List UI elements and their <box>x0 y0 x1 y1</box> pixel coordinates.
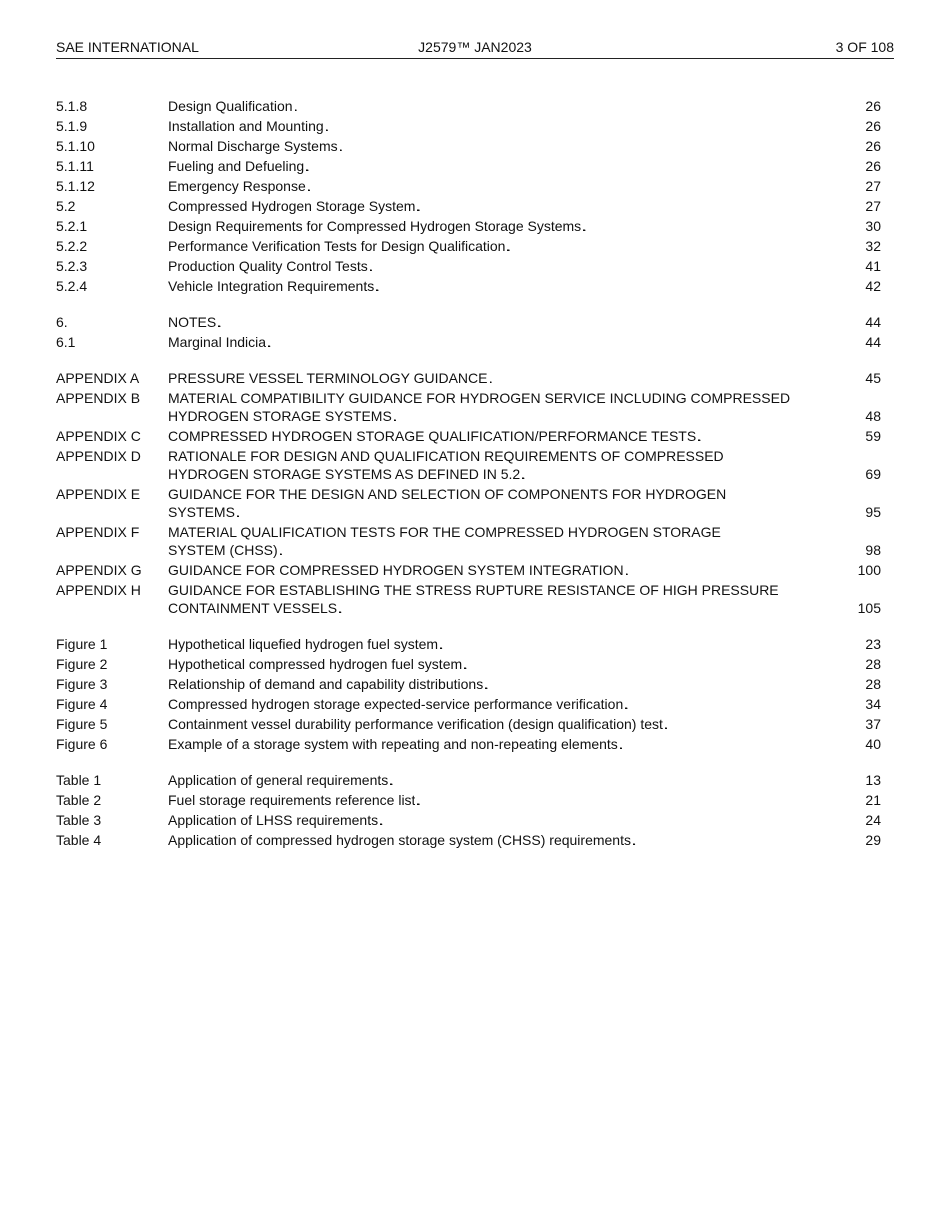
toc-entry-body <box>168 695 881 715</box>
toc-entry-title: Containment vessel durability performance verification (design qualification) test <box>168 716 663 732</box>
toc-entry[interactable] <box>56 389 881 427</box>
toc-entry-title: Vehicle Integration Requirements <box>168 278 375 294</box>
toc-entry-line <box>168 157 881 177</box>
toc-entry[interactable] <box>56 561 881 581</box>
toc-entry-title: HYDROGEN STORAGE SYSTEMS <box>168 408 392 424</box>
toc-entry-body <box>168 771 881 791</box>
toc-entry-line <box>168 771 881 791</box>
toc-entry-line <box>168 735 881 755</box>
dot-leader <box>306 157 863 177</box>
dot-leader <box>665 715 864 735</box>
dot-leader <box>620 735 864 755</box>
toc-entry[interactable] <box>56 581 881 619</box>
dot-leader <box>280 541 864 561</box>
toc-entry-page: 41 <box>865 258 881 274</box>
toc-entry-number: Figure 2 <box>56 656 108 672</box>
toc-entry-number: 5.2.1 <box>56 218 88 234</box>
toc-entry-number: Table 1 <box>56 772 102 788</box>
toc-entry[interactable] <box>56 811 881 831</box>
toc-entry[interactable] <box>56 137 881 157</box>
toc-entry-line <box>168 541 881 561</box>
toc-entry[interactable] <box>56 277 881 297</box>
toc-entry-title: Example of a storage system with repeating and non-repeating elements <box>168 736 618 752</box>
toc-entry-line <box>168 117 881 137</box>
toc-entry-number: Figure 4 <box>56 696 108 712</box>
toc-entry[interactable] <box>56 523 881 561</box>
toc-entry-line <box>168 811 881 831</box>
toc-entry-page: 26 <box>865 158 881 174</box>
toc-entry-line <box>168 695 881 715</box>
toc-entry-title: PRESSURE VESSEL TERMINOLOGY GUIDANCE <box>168 370 488 386</box>
toc-entry-page: 48 <box>865 408 881 424</box>
toc-entry-body <box>168 157 881 177</box>
dot-leader <box>268 333 863 353</box>
toc-entry-body <box>168 831 881 851</box>
toc-entry-line <box>168 655 881 675</box>
toc-entry[interactable] <box>56 117 881 137</box>
toc-entry-page: 69 <box>865 466 881 482</box>
toc-entry-number: APPENDIX F <box>56 524 140 540</box>
dot-leader <box>376 277 863 297</box>
toc-entry-line <box>168 97 881 117</box>
toc-entry-body <box>168 137 881 157</box>
toc-entry-body <box>168 427 881 447</box>
toc-entry-line <box>168 503 881 523</box>
toc-entry-body <box>168 655 881 675</box>
dot-leader <box>626 561 856 581</box>
dot-leader <box>417 791 863 811</box>
toc-entry-title: MATERIAL COMPATIBILITY GUIDANCE FOR HYDROGEN SERVICE INCLUDING COMPRESSED <box>168 390 791 406</box>
toc-entry-body <box>168 369 881 389</box>
dot-leader <box>380 811 863 831</box>
toc-entry-title: GUIDANCE FOR THE DESIGN AND SELECTION OF COMPONENTS FOR HYDROGEN <box>168 486 727 502</box>
toc-entry-body <box>168 635 881 655</box>
dot-leader <box>507 237 863 257</box>
dot-leader <box>698 427 863 447</box>
toc-entry-body <box>168 485 881 523</box>
toc-entry-page: 26 <box>865 98 881 114</box>
toc-entry[interactable] <box>56 655 881 675</box>
toc-entry-body <box>168 177 881 197</box>
toc-entry-title: GUIDANCE FOR COMPRESSED HYDROGEN SYSTEM INTEGRATION <box>168 562 624 578</box>
toc-entry-title: GUIDANCE FOR ESTABLISHING THE STRESS RUPTURE RESISTANCE OF HIGH PRESSURE <box>168 582 779 598</box>
dot-leader <box>394 407 864 427</box>
toc-entry-number: 5.1.9 <box>56 118 88 134</box>
toc-entry-page: 100 <box>857 562 881 578</box>
dot-leader <box>440 635 863 655</box>
toc-entry-line <box>168 465 881 485</box>
toc-entry-page: 40 <box>865 736 881 752</box>
toc-entry-number: APPENDIX B <box>56 390 141 406</box>
toc-group <box>56 369 881 619</box>
toc-entry-number: 5.1.12 <box>56 178 95 194</box>
dot-leader <box>583 217 863 237</box>
toc-entry-line <box>168 257 881 277</box>
toc-entry-number: 5.2.2 <box>56 238 88 254</box>
toc-entry-number: APPENDIX G <box>56 562 142 578</box>
toc-entry[interactable] <box>56 771 881 791</box>
toc-entry-body <box>168 791 881 811</box>
dot-leader <box>308 177 864 197</box>
dot-leader <box>326 117 864 137</box>
toc-entry-title: COMPRESSED HYDROGEN STORAGE QUALIFICATION/PERFORMANCE TESTS <box>168 428 697 444</box>
toc-entry-body <box>168 257 881 277</box>
toc-entry-line <box>168 407 881 427</box>
toc-entry-title: MATERIAL QUALIFICATION TESTS FOR THE COMPRESSED HYDROGEN STORAGE <box>168 524 721 540</box>
header-document-id: J2579™ JAN2023 <box>418 39 532 55</box>
toc-entry-title: Performance Verification Tests for Design Qualification <box>168 238 506 254</box>
toc-entry-page: 45 <box>865 370 881 386</box>
toc-entry-title: Hypothetical liquefied hydrogen fuel system <box>168 636 439 652</box>
toc-entry-title: Compressed hydrogen storage expected-service performance verification <box>168 696 624 712</box>
toc-entry-page: 95 <box>865 504 881 520</box>
toc-entry-page: 59 <box>865 428 881 444</box>
toc-entry-number: Figure 3 <box>56 676 108 692</box>
toc-entry-title: Application of LHSS requirements <box>168 812 379 828</box>
dot-leader <box>625 695 863 715</box>
toc-entry-page: 27 <box>865 178 881 194</box>
toc-entry-line <box>168 427 881 447</box>
toc-entry-body <box>168 237 881 257</box>
toc-entry-title: Fuel storage requirements reference list <box>168 792 416 808</box>
toc-entry-page: 37 <box>865 716 881 732</box>
toc-entry-number: APPENDIX D <box>56 448 141 464</box>
toc-entry[interactable] <box>56 177 881 197</box>
dot-leader <box>390 771 863 791</box>
toc-entry-title: CONTAINMENT VESSELS <box>168 600 338 616</box>
toc-entry-line <box>168 277 881 297</box>
toc-entry-number: APPENDIX C <box>56 428 141 444</box>
toc-entry[interactable] <box>56 369 881 389</box>
toc-entry-page: 44 <box>865 334 881 350</box>
toc-entry-title: Application of general requirements <box>168 772 389 788</box>
toc-entry-line <box>168 715 881 735</box>
dot-leader <box>237 503 864 523</box>
toc-entry-line <box>168 675 881 695</box>
toc-entry-number: 5.1.11 <box>56 158 94 174</box>
toc-entry[interactable] <box>56 157 881 177</box>
toc-entry[interactable] <box>56 333 881 353</box>
toc-entry-title: Application of compressed hydrogen storage system (CHSS) requirements <box>168 832 631 848</box>
toc-entry-body <box>168 447 881 485</box>
toc-entry-line <box>168 635 881 655</box>
toc-entry-page: 30 <box>865 218 881 234</box>
toc-entry-body <box>168 735 881 755</box>
toc-entry-line <box>168 333 881 353</box>
toc-group <box>56 771 881 851</box>
toc-entry-body <box>168 313 881 333</box>
toc-entry[interactable] <box>56 695 881 715</box>
toc-entry-page: 28 <box>865 676 881 692</box>
toc-entry-number: Table 3 <box>56 812 102 828</box>
header-publisher: SAE INTERNATIONAL <box>56 39 199 55</box>
toc-entry-body <box>168 389 881 427</box>
toc-entry[interactable] <box>56 97 881 117</box>
dot-leader <box>339 599 856 619</box>
toc-entry-title: Relationship of demand and capability distributions <box>168 676 484 692</box>
toc-entry-body <box>168 217 881 237</box>
toc-entry-number: Figure 6 <box>56 736 108 752</box>
toc-group <box>56 97 881 297</box>
toc-entry-number: 5.2.4 <box>56 278 88 294</box>
toc-entry[interactable] <box>56 735 881 755</box>
toc-entry-line <box>168 561 881 581</box>
toc-entry-page: 98 <box>865 542 881 558</box>
toc-entry-line <box>168 217 881 237</box>
toc-entry-body <box>168 277 881 297</box>
toc-entry-line <box>168 369 881 389</box>
toc-entry-title: Design Qualification <box>168 98 293 114</box>
toc-entry-page: 26 <box>865 118 881 134</box>
toc-entry[interactable] <box>56 675 881 695</box>
dot-leader <box>490 369 864 389</box>
toc-entry[interactable] <box>56 217 881 237</box>
table-of-contents <box>56 97 881 867</box>
toc-entry-body <box>168 581 881 619</box>
toc-entry[interactable] <box>56 427 881 447</box>
toc-entry-page: 105 <box>857 600 881 616</box>
toc-entry-page: 42 <box>865 278 881 294</box>
toc-entry-number: Figure 5 <box>56 716 108 732</box>
dot-leader <box>417 197 863 217</box>
toc-entry-body <box>168 811 881 831</box>
toc-entry-title: Compressed Hydrogen Storage System <box>168 198 416 214</box>
toc-entry-line <box>168 599 881 619</box>
toc-entry-title: RATIONALE FOR DESIGN AND QUALIFICATION REQUIREMENTS OF COMPRESSED <box>168 448 724 464</box>
dot-leader <box>218 313 863 333</box>
toc-entry-page: 32 <box>865 238 881 254</box>
toc-entry[interactable] <box>56 485 881 523</box>
toc-entry-title: Design Requirements for Compressed Hydrogen Storage Systems <box>168 218 582 234</box>
dot-leader <box>633 831 863 851</box>
toc-entry-line <box>168 237 881 257</box>
toc-entry-number: APPENDIX E <box>56 486 141 502</box>
toc-entry-page: 24 <box>865 812 881 828</box>
toc-entry[interactable] <box>56 635 881 655</box>
toc-group <box>56 635 881 755</box>
dot-leader <box>295 97 864 117</box>
toc-entry[interactable] <box>56 313 881 333</box>
toc-entry-line <box>168 197 881 217</box>
toc-entry-number: APPENDIX H <box>56 582 141 598</box>
toc-entry-number: 6.1 <box>56 334 76 350</box>
toc-entry-line <box>168 137 881 157</box>
toc-entry-page: 28 <box>865 656 881 672</box>
toc-entry-page: 26 <box>865 138 881 154</box>
toc-entry-title: Installation and Mounting <box>168 118 324 134</box>
toc-entry[interactable] <box>56 715 881 735</box>
toc-entry-page: 21 <box>865 792 881 808</box>
page-header <box>56 38 894 59</box>
toc-entry-body <box>168 675 881 695</box>
toc-entry-body <box>168 197 881 217</box>
toc-entry-title: Fueling and Defueling <box>168 158 305 174</box>
dot-leader <box>464 655 863 675</box>
header-page-number: 3 OF 108 <box>835 39 894 55</box>
toc-entry-number: 5.2.3 <box>56 258 88 274</box>
toc-entry[interactable] <box>56 197 881 217</box>
toc-entry-page: 13 <box>865 772 881 788</box>
toc-entry-number: 5.2 <box>56 198 76 214</box>
toc-entry-title: SYSTEM (CHSS) <box>168 542 278 558</box>
toc-entry-line <box>168 791 881 811</box>
toc-entry-page: 29 <box>865 832 881 848</box>
dot-leader <box>522 465 863 485</box>
toc-entry-title: Emergency Response <box>168 178 306 194</box>
toc-entry-body <box>168 715 881 735</box>
toc-entry-body <box>168 523 881 561</box>
toc-entry-number: 5.1.8 <box>56 98 88 114</box>
toc-entry-line <box>168 831 881 851</box>
toc-entry-number: 6. <box>56 314 68 330</box>
toc-entry-title: Production Quality Control Tests <box>168 258 368 274</box>
toc-entry[interactable] <box>56 831 881 851</box>
toc-group <box>56 313 881 353</box>
dot-leader <box>485 675 863 695</box>
toc-entry-body <box>168 561 881 581</box>
toc-entry-title: Normal Discharge Systems <box>168 138 338 154</box>
toc-entry-page: 44 <box>865 314 881 330</box>
toc-entry-page: 27 <box>865 198 881 214</box>
toc-entry-title: Marginal Indicia <box>168 334 267 350</box>
toc-entry-number: Table 4 <box>56 832 102 848</box>
toc-entry-title: Hypothetical compressed hydrogen fuel system <box>168 656 463 672</box>
toc-entry-number: Figure 1 <box>56 636 108 652</box>
toc-entry-page: 23 <box>865 636 881 652</box>
toc-entry-number: Table 2 <box>56 792 102 808</box>
toc-entry[interactable] <box>56 447 881 485</box>
toc-entry[interactable] <box>56 237 881 257</box>
toc-entry[interactable] <box>56 257 881 277</box>
dot-leader <box>340 137 864 157</box>
toc-entry-title: HYDROGEN STORAGE SYSTEMS AS DEFINED IN 5.2 <box>168 466 521 482</box>
toc-entry-title: SYSTEMS <box>168 504 235 520</box>
toc-entry-body <box>168 333 881 353</box>
toc-entry-number: 5.1.10 <box>56 138 95 154</box>
toc-entry-number: APPENDIX A <box>56 370 140 386</box>
toc-entry-page: 34 <box>865 696 881 712</box>
toc-entry-line <box>168 177 881 197</box>
toc-entry-line <box>168 313 881 333</box>
toc-entry-body <box>168 97 881 117</box>
toc-entry-body <box>168 117 881 137</box>
toc-entry-title: NOTES <box>168 314 217 330</box>
dot-leader <box>370 257 864 277</box>
toc-entry[interactable] <box>56 791 881 811</box>
